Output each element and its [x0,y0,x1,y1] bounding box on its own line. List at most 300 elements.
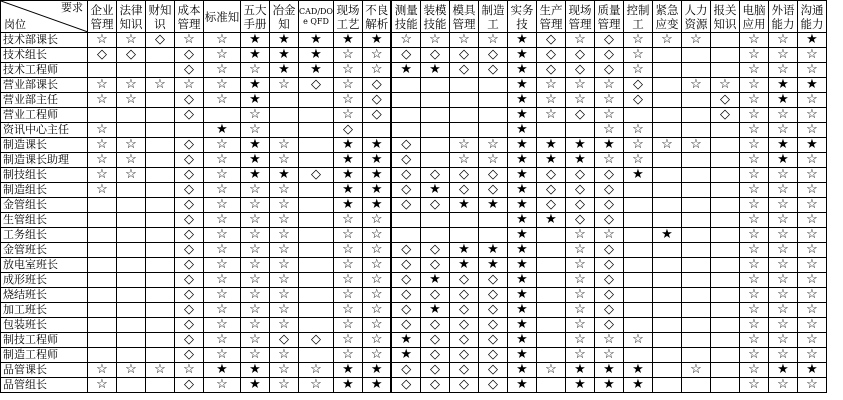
empty-cell [146,153,175,168]
recommended-star-icon: ☆ [204,168,241,183]
recommended-star-icon: ☆ [623,123,652,138]
recommended-star-icon: ☆ [797,63,826,78]
empty-cell [88,228,117,243]
optional-diamond-icon: ◇ [299,333,334,348]
recommended-star-icon: ☆ [797,213,826,228]
recommended-star-icon: ☆ [241,303,270,318]
empty-cell [299,258,334,273]
recommended-star-icon: ☆ [594,93,623,108]
required-star-icon: ★ [241,48,270,63]
recommended-star-icon: ☆ [204,63,241,78]
empty-cell [117,378,146,393]
column-header: 冶金知 [270,1,299,33]
empty-cell [449,78,478,93]
required-star-icon: ★ [333,33,362,48]
recommended-star-icon: ☆ [241,318,270,333]
empty-cell [146,258,175,273]
optional-diamond-icon: ◇ [594,63,623,78]
optional-diamond-icon: ◇ [175,63,204,78]
empty-cell [117,258,146,273]
required-star-icon: ★ [507,123,536,138]
required-star-icon: ★ [241,138,270,153]
recommended-star-icon: ☆ [241,348,270,363]
required-star-icon: ★ [507,183,536,198]
recommended-star-icon: ☆ [449,33,478,48]
empty-cell [536,303,565,318]
position-name: 加工班长 [1,303,88,318]
empty-cell [681,93,710,108]
empty-cell [391,108,420,123]
empty-cell [88,243,117,258]
optional-diamond-icon: ◇ [710,108,739,123]
optional-diamond-icon: ◇ [594,33,623,48]
empty-cell [652,303,681,318]
optional-diamond-icon: ◇ [449,63,478,78]
empty-cell [681,168,710,183]
recommended-star-icon: ☆ [241,333,270,348]
required-star-icon: ★ [652,228,681,243]
optional-diamond-icon: ◇ [565,48,594,63]
empty-cell [146,213,175,228]
optional-diamond-icon: ◇ [175,288,204,303]
required-star-icon: ★ [391,333,420,348]
recommended-star-icon: ☆ [175,78,204,93]
empty-cell [88,318,117,333]
empty-cell [391,123,420,138]
recommended-star-icon: ☆ [362,318,391,333]
recommended-star-icon: ☆ [768,318,797,333]
table-row [1,213,827,228]
recommended-star-icon: ☆ [270,348,299,363]
optional-diamond-icon: ◇ [478,378,507,393]
required-star-icon: ★ [507,243,536,258]
optional-diamond-icon: ◇ [175,243,204,258]
optional-diamond-icon: ◇ [449,303,478,318]
empty-cell [710,48,739,63]
empty-cell [299,108,334,123]
recommended-star-icon: ☆ [681,78,710,93]
required-star-icon: ★ [333,168,362,183]
recommended-star-icon: ☆ [270,153,299,168]
recommended-star-icon: ☆ [270,288,299,303]
recommended-star-icon: ☆ [270,243,299,258]
empty-cell [146,273,175,288]
optional-diamond-icon: ◇ [478,48,507,63]
optional-diamond-icon: ◇ [420,258,449,273]
recommended-star-icon: ☆ [565,303,594,318]
table-row [1,333,827,348]
empty-cell [681,273,710,288]
empty-cell [146,243,175,258]
required-star-icon: ★ [768,138,797,153]
recommended-star-icon: ☆ [333,93,362,108]
empty-cell [652,243,681,258]
empty-cell [478,123,507,138]
column-header: 现场管理 [565,1,594,33]
optional-diamond-icon: ◇ [449,168,478,183]
position-name: 生管组长 [1,213,88,228]
position-name: 营业部主任 [1,93,88,108]
recommended-star-icon: ☆ [204,243,241,258]
required-star-icon: ★ [270,168,299,183]
table-row [1,153,827,168]
recommended-star-icon: ☆ [768,108,797,123]
recommended-star-icon: ☆ [333,108,362,123]
recommended-star-icon: ☆ [478,138,507,153]
empty-cell [681,303,710,318]
column-header: 模具管理 [449,1,478,33]
recommended-star-icon: ☆ [362,228,391,243]
recommended-star-icon: ☆ [536,363,565,378]
empty-cell [117,213,146,228]
optional-diamond-icon: ◇ [391,318,420,333]
empty-cell [478,78,507,93]
empty-cell [117,63,146,78]
empty-cell [652,123,681,138]
recommended-star-icon: ☆ [88,138,117,153]
table-row [1,243,827,258]
optional-diamond-icon: ◇ [594,213,623,228]
recommended-star-icon: ☆ [768,63,797,78]
required-star-icon: ★ [507,258,536,273]
required-star-icon: ★ [478,243,507,258]
required-star-icon: ★ [507,138,536,153]
empty-cell [299,273,334,288]
recommended-star-icon: ☆ [362,48,391,63]
empty-cell [681,48,710,63]
empty-cell [710,378,739,393]
empty-cell [652,348,681,363]
empty-cell [681,228,710,243]
optional-diamond-icon: ◇ [391,273,420,288]
empty-cell [391,213,420,228]
required-star-icon: ★ [507,288,536,303]
empty-cell [362,123,391,138]
required-star-icon: ★ [204,123,241,138]
required-star-icon: ★ [241,378,270,393]
empty-cell [299,93,334,108]
empty-cell [623,318,652,333]
empty-cell [299,303,334,318]
empty-cell [710,168,739,183]
recommended-star-icon: ☆ [362,258,391,273]
optional-diamond-icon: ◇ [391,258,420,273]
column-header: 沟通能力 [797,1,826,33]
recommended-star-icon: ☆ [565,348,594,363]
recommended-star-icon: ☆ [117,363,146,378]
empty-cell [623,243,652,258]
empty-cell [652,198,681,213]
recommended-star-icon: ☆ [739,123,768,138]
required-star-icon: ★ [449,198,478,213]
empty-cell [681,183,710,198]
required-star-icon: ★ [270,63,299,78]
recommended-star-icon: ☆ [768,228,797,243]
column-header: CAD/DO e QFD [299,1,334,33]
empty-cell [449,93,478,108]
empty-cell [449,123,478,138]
empty-cell [652,78,681,93]
empty-cell [710,318,739,333]
required-star-icon: ★ [362,138,391,153]
column-header: 报关知识 [710,1,739,33]
empty-cell [710,123,739,138]
optional-diamond-icon: ◇ [420,363,449,378]
table-row [1,288,827,303]
optional-diamond-icon: ◇ [391,138,420,153]
optional-diamond-icon: ◇ [594,183,623,198]
empty-cell [299,138,334,153]
required-star-icon: ★ [507,48,536,63]
empty-cell [623,348,652,363]
header-row [1,1,827,33]
recommended-star-icon: ☆ [88,123,117,138]
required-star-icon: ★ [507,33,536,48]
optional-diamond-icon: ◇ [536,198,565,213]
optional-diamond-icon: ◇ [175,303,204,318]
recommended-star-icon: ☆ [623,33,652,48]
table-row [1,123,827,138]
recommended-star-icon: ☆ [681,138,710,153]
optional-diamond-icon: ◇ [449,333,478,348]
recommended-star-icon: ☆ [768,243,797,258]
empty-cell [681,63,710,78]
recommended-star-icon: ☆ [768,213,797,228]
empty-cell [652,63,681,78]
empty-cell [478,108,507,123]
required-star-icon: ★ [594,138,623,153]
required-star-icon: ★ [449,243,478,258]
position-name: 烧结班长 [1,288,88,303]
recommended-star-icon: ☆ [739,153,768,168]
column-header: 企业管理 [88,1,117,33]
position-name: 营业部课长 [1,78,88,93]
empty-cell [88,108,117,123]
empty-cell [88,63,117,78]
empty-cell [146,378,175,393]
empty-cell [146,108,175,123]
optional-diamond-icon: ◇ [391,198,420,213]
optional-diamond-icon: ◇ [299,78,334,93]
recommended-star-icon: ☆ [146,363,175,378]
optional-diamond-icon: ◇ [175,138,204,153]
empty-cell [623,258,652,273]
empty-cell [117,273,146,288]
required-star-icon: ★ [797,33,826,48]
recommended-star-icon: ☆ [478,153,507,168]
recommended-star-icon: ☆ [739,363,768,378]
empty-cell [299,198,334,213]
recommended-star-icon: ☆ [739,198,768,213]
recommended-star-icon: ☆ [270,363,299,378]
required-star-icon: ★ [391,63,420,78]
recommended-star-icon: ☆ [270,273,299,288]
empty-cell [536,378,565,393]
empty-cell [88,273,117,288]
column-header: 质量管理 [594,1,623,33]
empty-cell [117,243,146,258]
recommended-star-icon: ☆ [204,33,241,48]
optional-diamond-icon: ◇ [594,258,623,273]
empty-cell [710,198,739,213]
column-header: 五大手册 [241,1,270,33]
required-star-icon: ★ [241,78,270,93]
empty-cell [623,183,652,198]
optional-diamond-icon: ◇ [391,153,420,168]
recommended-star-icon: ☆ [117,153,146,168]
required-star-icon: ★ [333,183,362,198]
recommended-star-icon: ☆ [797,108,826,123]
optional-diamond-icon: ◇ [420,378,449,393]
empty-cell [299,213,334,228]
empty-cell [652,378,681,393]
recommended-star-icon: ☆ [241,258,270,273]
recommended-star-icon: ☆ [175,33,204,48]
optional-diamond-icon: ◇ [175,198,204,213]
recommended-star-icon: ☆ [241,183,270,198]
recommended-star-icon: ☆ [536,93,565,108]
recommended-star-icon: ☆ [565,333,594,348]
recommended-star-icon: ☆ [739,48,768,63]
position-name: 品管课长 [1,363,88,378]
empty-cell [681,288,710,303]
recommended-star-icon: ☆ [204,183,241,198]
recommended-star-icon: ☆ [333,63,362,78]
empty-cell [391,93,420,108]
position-name: 制造工程师 [1,348,88,363]
optional-diamond-icon: ◇ [594,198,623,213]
recommended-star-icon: ☆ [536,108,565,123]
required-star-icon: ★ [362,153,391,168]
optional-diamond-icon: ◇ [175,93,204,108]
column-header: 制造工 [478,1,507,33]
optional-diamond-icon: ◇ [175,213,204,228]
empty-cell [88,348,117,363]
recommended-star-icon: ☆ [333,48,362,63]
optional-diamond-icon: ◇ [536,63,565,78]
table-row [1,183,827,198]
empty-cell [710,303,739,318]
optional-diamond-icon: ◇ [449,363,478,378]
recommended-star-icon: ☆ [333,258,362,273]
recommended-star-icon: ☆ [565,243,594,258]
optional-diamond-icon: ◇ [478,63,507,78]
empty-cell [204,108,241,123]
optional-diamond-icon: ◇ [478,303,507,318]
required-star-icon: ★ [241,153,270,168]
recommended-star-icon: ☆ [797,243,826,258]
optional-diamond-icon: ◇ [449,378,478,393]
empty-cell [420,153,449,168]
optional-diamond-icon: ◇ [270,333,299,348]
column-header: 外语能力 [768,1,797,33]
recommended-star-icon: ☆ [768,333,797,348]
empty-cell [117,198,146,213]
recommended-star-icon: ☆ [449,138,478,153]
optional-diamond-icon: ◇ [594,303,623,318]
required-star-icon: ★ [536,138,565,153]
recommended-star-icon: ☆ [768,48,797,63]
recommended-star-icon: ☆ [797,168,826,183]
empty-cell [299,153,334,168]
required-star-icon: ★ [420,303,449,318]
recommended-star-icon: ☆ [768,303,797,318]
empty-cell [652,108,681,123]
recommended-star-icon: ☆ [362,273,391,288]
required-star-icon: ★ [768,93,797,108]
recommended-star-icon: ☆ [797,273,826,288]
recommended-star-icon: ☆ [88,153,117,168]
required-star-icon: ★ [565,138,594,153]
column-header: 实务技 [507,1,536,33]
recommended-star-icon: ☆ [204,273,241,288]
recommended-star-icon: ☆ [797,48,826,63]
recommended-star-icon: ☆ [362,303,391,318]
optional-diamond-icon: ◇ [391,48,420,63]
recommended-star-icon: ☆ [204,303,241,318]
empty-cell [681,243,710,258]
recommended-star-icon: ☆ [565,318,594,333]
empty-cell [536,288,565,303]
empty-cell [420,228,449,243]
required-star-icon: ★ [333,138,362,153]
optional-diamond-icon: ◇ [391,168,420,183]
recommended-star-icon: ☆ [565,288,594,303]
recommended-star-icon: ☆ [204,348,241,363]
recommended-star-icon: ☆ [204,288,241,303]
table-row [1,348,827,363]
required-star-icon: ★ [420,183,449,198]
position-name: 放电室班长 [1,258,88,273]
recommended-star-icon: ☆ [270,378,299,393]
optional-diamond-icon: ◇ [420,168,449,183]
recommended-star-icon: ☆ [565,273,594,288]
required-star-icon: ★ [507,108,536,123]
recommended-star-icon: ☆ [333,78,362,93]
recommended-star-icon: ☆ [88,78,117,93]
recommended-star-icon: ☆ [362,213,391,228]
recommended-star-icon: ☆ [739,333,768,348]
empty-cell [710,213,739,228]
recommended-star-icon: ☆ [797,288,826,303]
optional-diamond-icon: ◇ [175,378,204,393]
empty-cell [117,228,146,243]
recommended-star-icon: ☆ [594,348,623,363]
optional-diamond-icon: ◇ [175,183,204,198]
recommended-star-icon: ☆ [739,378,768,393]
recommended-star-icon: ☆ [565,93,594,108]
recommended-star-icon: ☆ [623,138,652,153]
required-star-icon: ★ [797,138,826,153]
recommended-star-icon: ☆ [241,63,270,78]
required-star-icon: ★ [594,378,623,393]
required-star-icon: ★ [594,363,623,378]
empty-cell [536,258,565,273]
empty-cell [478,213,507,228]
recommended-star-icon: ☆ [204,78,241,93]
position-name: 制造课长 [1,138,88,153]
position-name: 营业工程师 [1,108,88,123]
empty-cell [299,228,334,243]
empty-cell [536,333,565,348]
required-star-icon: ★ [333,198,362,213]
recommended-star-icon: ☆ [797,123,826,138]
optional-diamond-icon: ◇ [175,318,204,333]
position-name: 金管组长 [1,198,88,213]
optional-diamond-icon: ◇ [175,168,204,183]
recommended-star-icon: ☆ [739,228,768,243]
required-star-icon: ★ [420,63,449,78]
